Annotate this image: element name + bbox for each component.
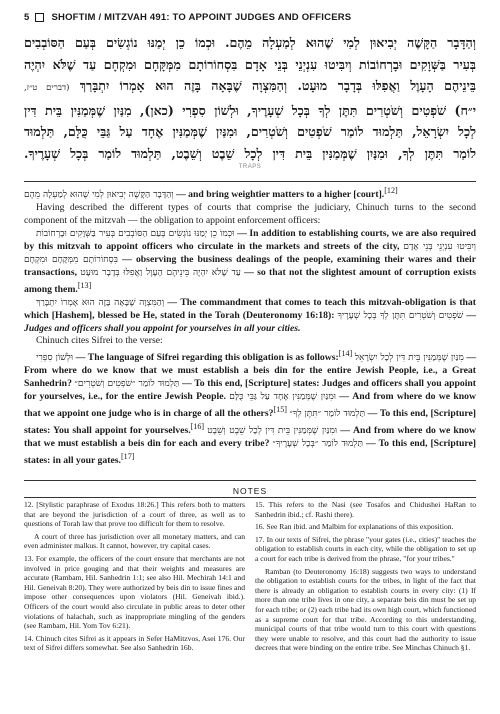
hebrew-phrase: וּמִנַּיִן שֶׁמְּמַנִּין אֶחָד עַל גַּבֵּי כֻּלָּם (229, 392, 336, 403)
note: 14. Chinuch cites Sifrei as it appears in Sefer HaMitzvos, Asei 176. Our text of Sifrei differs somewhat. See also Sanhedrin 16b. (24, 633, 245, 653)
notes-title: NOTES (232, 486, 268, 496)
translation-text: — To this end, [Scripture] states: in all your gates. (24, 438, 477, 467)
note: A court of three has jurisdiction over all monetary matters, and can even administer malkus. It cannot, however, try capital cases. (24, 531, 245, 551)
notes-column-right (255, 500, 476, 656)
hebrew-line: בְּעִיר בַּשְּׁוָקִים וּבָרְחוֹבוֹת וְיִבִּיטוּ עִנְיְנֵי בְּנֵי אָדָם בִּסְחוֹרוֹתָם מִמְּקָּחָם וּמִקְחָם עַד שֶׁלֹּא יִהְיֶה (24, 56, 476, 72)
square-icon (35, 13, 44, 22)
paragraph: Chinuch cites Sifrei to the verse: (36, 335, 163, 347)
hebrew-phrase: וְהַדָּבָר הַקָּשֶׁה יְבִיאוּן לְמִי שֶׁהוּא לְמַעְלָה מֵהֶם (24, 190, 174, 201)
note-ref: [16] (190, 422, 205, 432)
hebrew-phrase: עַד שֶׁלֹּא יִהְיֶה בֵּינֵיהֶם הָעָוֶל וַאֲפִלּוּ בְּדָבָר מוּעָט (80, 267, 241, 278)
hebrew-source-ref: (דברים ט״ז, (24, 83, 70, 93)
hebrew-phrase: וְהַמִּצְוָה שֶׁבָּאָה בָּזֶה הוּא אָמְרוֹ יִתְבָּרַךְ (36, 297, 165, 308)
hebrew-phrase: וּכְמוֹ כֵן יְמַנּוּ נוֹגְשִׂים בְּעַם הַסּוֹבְבִים בְּעִיר בַּשְּׁוָקִים וּבָרְחוֹבוֹת (36, 228, 235, 239)
hebrew-main-text (24, 32, 476, 164)
translation-text: — From where do we know that we must establish a beis din for the entire Jewish People, i.e., a Great Sanhedrin? (24, 352, 477, 390)
note-ref: [17] (120, 452, 135, 462)
paragraph (24, 185, 476, 202)
note: 12. [Stylistic paraphrase of Exodus 18:26.] This refers both to matters that are beyond the jurisdiction of a court of three, as well as to questions of Torah law that prove too difficult for them to resolve. (24, 500, 245, 529)
note: 16. See Ran ibid. and Malbim for explanations of this exposition. (255, 522, 454, 532)
translation-text: — The commandment that comes to teach this mitzvah-obligation is that which [Hashem], blessed be He, stated in the Torah (Deuteronomy 16:18): (24, 296, 477, 321)
hebrew-phrase: תַּלְמוּד לוֹמַר ״תִּתֶּן לְךָ״ (289, 409, 366, 420)
hebrew-phrase: שֹׁפְטִים וְשֹׁטְרִים תִּתֶּן לְךָ בְּכָל שְׁעָרֶיךָ (337, 310, 464, 321)
hebrew-phrase: תַּלְמוּד לוֹמַר ״שֹׁפְטִים וְשֹׁטְרִים״ (74, 379, 180, 390)
notes-section (24, 500, 476, 656)
page-number: 5 (24, 12, 30, 23)
paragraph (24, 228, 476, 297)
english-translation (24, 185, 476, 469)
hebrew-phrase: וְיִבִּיטוּ עִנְיְנֵי בְּנֵי אָדָם בִּסְחוֹרוֹתָם מִמְּקָּחָם וּמִקְחָם (24, 241, 476, 265)
page-header (24, 12, 476, 23)
translation-text: — To this end, [Scripture] states: You shall appoint for yourselves. (24, 408, 476, 437)
note-ref: [15] (273, 405, 287, 415)
divider (24, 181, 476, 182)
note: 15. This refers to the Nasi (see Tosafos and Chidushei HaRan to Sanhedrin ibid.; cf. Rashi there). (255, 500, 476, 519)
hebrew-phrase: תַּלְמוּד לוֹמַר ״בְּכָל שְׁעָרֶיךָ״ (272, 439, 363, 450)
hebrew-line-text: בֵּינֵיהֶם הָעָוֶל וַאֲפִלּוּ בְּדָבָר מוּעָט. וְהַמִּצְוָה שֶׁבָּאָה בָּזֶה הוּא אָמְרוֹ יִתְבָּרַךְ (79, 78, 476, 93)
hebrew-phrase: וּלְשׁוֹן סִפְרִי (36, 353, 74, 364)
hebrew-line: לְכָל יִשְׂרָאֵל, תַּלְמוּד לוֹמַר שֹׁפְטִים וְשֹׁטְרִים, וּמִנַּיִן שֶׁמְּמַנִּין אֶחָד עַל גַּבֵּי כֻּלָּם, תַּלְמוּד (24, 124, 476, 139)
note-ref: [13] (77, 280, 92, 290)
note: Ramban (to Deuteronomy 16:18) suggests two ways to understand the obligation to establish courts for the tribes, in light of the fact that there is already an obligation to establish courts in every city: (1) If more than one tribe lives in one city, a separate beis din must be set up for each tribe; or (2) each tribe had its own high court, which functioned as a supreme court for that tribe. According to this understanding, municipal courts of that tribe would turn to this court with questions they were unable to resolve, and this court had the authority to issue decrees that were binding on the entire tribe. See Minchas Chinuch §1. (255, 566, 476, 653)
divider (24, 497, 476, 498)
note-ref: [14] (338, 349, 353, 359)
paragraph (24, 348, 476, 468)
hebrew-line: וְהַדָּבָר הַקָּשֶׁה יְבִיאוּן לְמִי שֶׁהוּא לְמַעְלָה מֵהֶם. וּכְמוֹ כֵן יְמַנּוּ נוֹגְשִׂים בְּעַם הַסּוֹבְבִים (24, 35, 476, 50)
page-title: SHOFTIM / MITZVAH 491: TO APPOINT JUDGES AND OFFICERS (51, 12, 352, 23)
paragraph (24, 297, 476, 336)
hebrew-line: י״ח) שֹׁפְטִים וְשֹׁטְרִים תִּתֶּן לְךָ בְּכָל שְׁעָרֶיךָ, וּלְשׁוֹן סִפְרִי (כאן), מִנַּיִן שֶׁמְּמַנִּין בֵּית דִּין (24, 102, 476, 118)
traps-mark: TRAPS (238, 164, 262, 170)
translation-text: — so that not the slightest amount of corruption exists among them. (24, 266, 477, 295)
translation-text: — And from where do we know that we must establish a beis din for each and every tribe? (24, 425, 477, 450)
hebrew-line: לוֹמַר תִּתֶּן לְךָ, וּמִנַּיִן שֶׁמְּמַנִּין בֵּית דִּין לְכָל שֵׁבֶט וְשֵׁבֶט, תַּלְמוּד לוֹמַר בְּכָל שְׁעָרֶיךָ. (24, 145, 476, 161)
divider (24, 480, 476, 481)
note: 17. In our texts of Sifrei, the phrase "your gates (i.e., cities)" teaches the obligation to establish courts in each city, while the obligation to set up a court for each tribe is derived from the phrase, "for your tribes." (255, 534, 476, 563)
translation-text: — Judges and officers shall you appoint for yourselves in all your cities. (24, 309, 477, 334)
hebrew-phrase: מִנַּיִן שֶׁמְּמַנִּין בֵּית דִּין לְכָל יִשְׂרָאֵל (354, 353, 464, 364)
notes-column-left (24, 500, 245, 656)
hebrew-line (24, 75, 476, 100)
translation-text: — observing the business dealings of the people, examining their wares and their transactions, (24, 253, 476, 278)
note-ref: [12] (384, 186, 398, 195)
paragraph: Having described the different types of courts that comprise the judiciary, Chinuch turns to the second component of the mitzvah — the obligation to appoint enforcement officers: (24, 202, 476, 227)
translation-text: — To this end, [Scripture] states: Judges and officers shall you appoint for yourselves, i.e., for the entire Jewish People. (24, 378, 477, 403)
translation-text: — And from where do we know that we appoint one judge who is in charge of all the others? (24, 391, 477, 420)
translation-text: — In addition to establishing courts, we are also required by this mitzvah to appoint officers who circulate in the markets and streets of the city, (24, 227, 476, 252)
note: 13. For example, the officers of the court ensure that merchants are not involved in price gouging and that their weights and measures are accurate (Rambam, Hil. Sanhedrin 1:1; see also Hil. Mechirah 14:1 and Hil. Geneivah 8:20). They were authorized by beis din to issue fines and impose other consequences upon violators (Hil. Geneivah ibid.). Officers of the court would also circulate in public areas to deter other violations of halachah, such as inappropriate mingling of the genders (see Rambam, Hil. Yom Tov 6:21). (24, 553, 245, 631)
translation-text: — The language of Sifrei regarding this obligation is as follows: (73, 352, 339, 364)
translation-text: — and bring weightier matters to a higher [court]. (173, 189, 385, 201)
hebrew-phrase: וּמִנַּיִן שֶׁמְּמַנִּין בֵּית דִּין לְכָל שֵׁבֶט וְשֵׁבֶט (207, 426, 338, 437)
